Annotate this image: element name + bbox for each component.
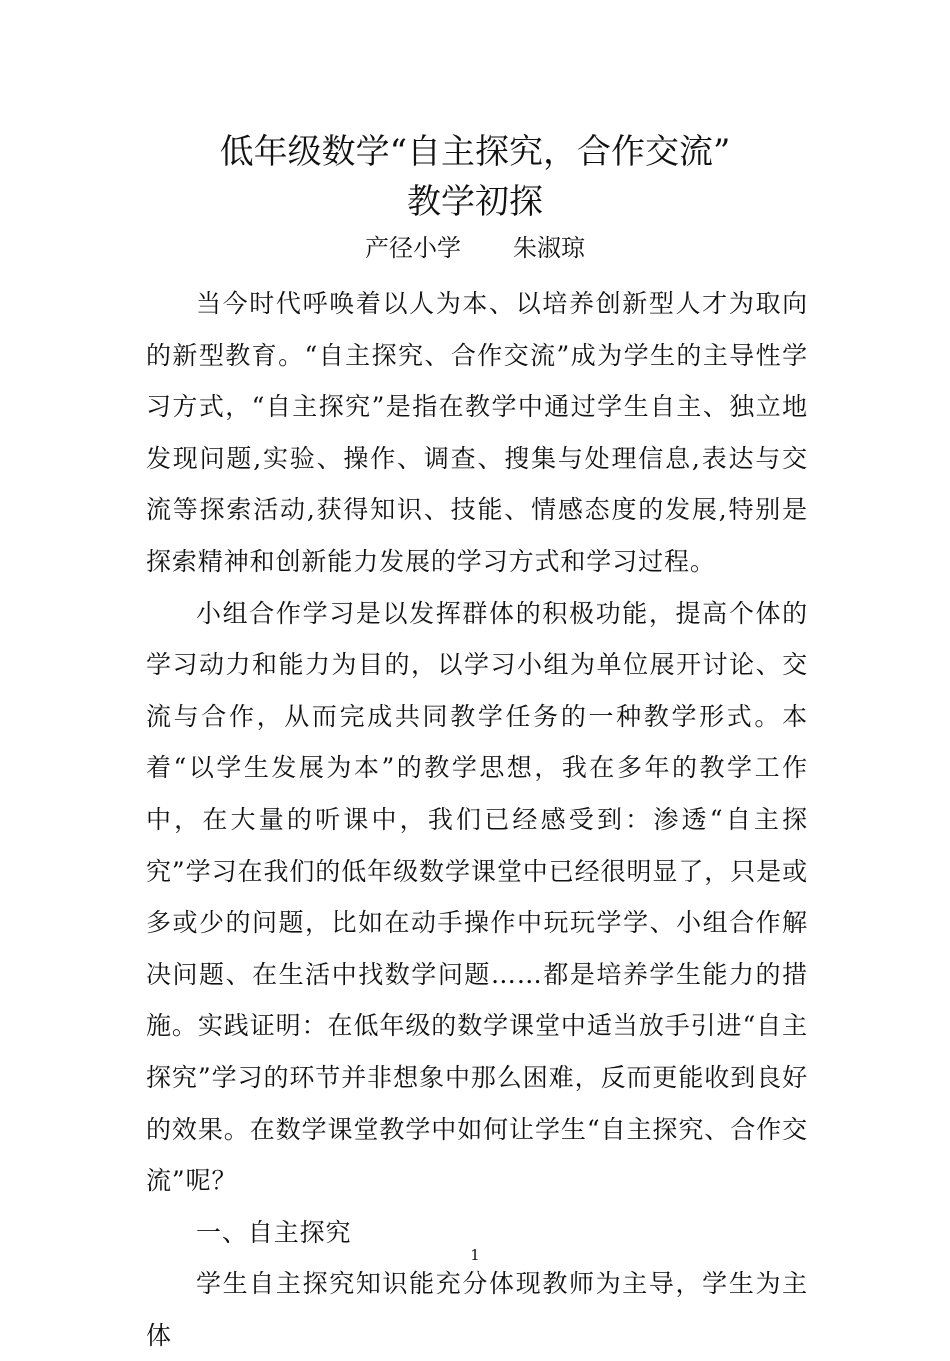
school-name: 产径小学 [365,234,461,262]
page-number: 1 [470,1246,480,1264]
body-text [146,278,808,1361]
paragraph: 当今时代呼唤着以人为本、以培养创新型人才为取向的新型教育。“自主探究、合作交流”成为学生的主导性学习方式，“自主探究”是指在教学中通过学生自主、独立地发现问题,实验、操作、调查、搜集与处理信息,表达与交流等探索活动,获得知识、技能、情感态度的发展,特别是探索精神和创新能力发展的学习方式和学习过程。 [146,289,808,576]
paragraph: 学生自主探究知识能充分体现教师为主导，学生为主体 [146,1269,808,1350]
author-name: 朱淑琼 [513,234,585,262]
document-title-line-2: 教学初探 [407,182,543,222]
paragraph: 小组合作学习是以发挥群体的积极功能，提高个体的学习动力和能力为目的，以学习小组为单位展开讨论、交流与合作，从而完成共同教学任务的一种教学形式。本着“以学生发展为本”的教学思想，我在多年的教学工作中，在大量的听课中，我们已经感受到：渗透“自主探究”学习在我们的低年级数学课堂中已经很明显了，只是或多或少的问题，比如在动手操作中玩玩学学、小组合作解决问题、在生活中找数学问题……都是培养学生能力的措施。实践证明：在低年级的数学课堂中适当放手引进“自主探究”学习的环节并非想象中那么困难，反而更能收到良好的效果。在数学课堂教学中如何让学生“自主探究、合作交流”呢？ [146,598,808,1196]
section-heading: 一、自主探究 [196,1217,352,1247]
document-title: 低年级数学“自主探究，合作交流” [219,132,731,172]
byline [0,232,950,264]
